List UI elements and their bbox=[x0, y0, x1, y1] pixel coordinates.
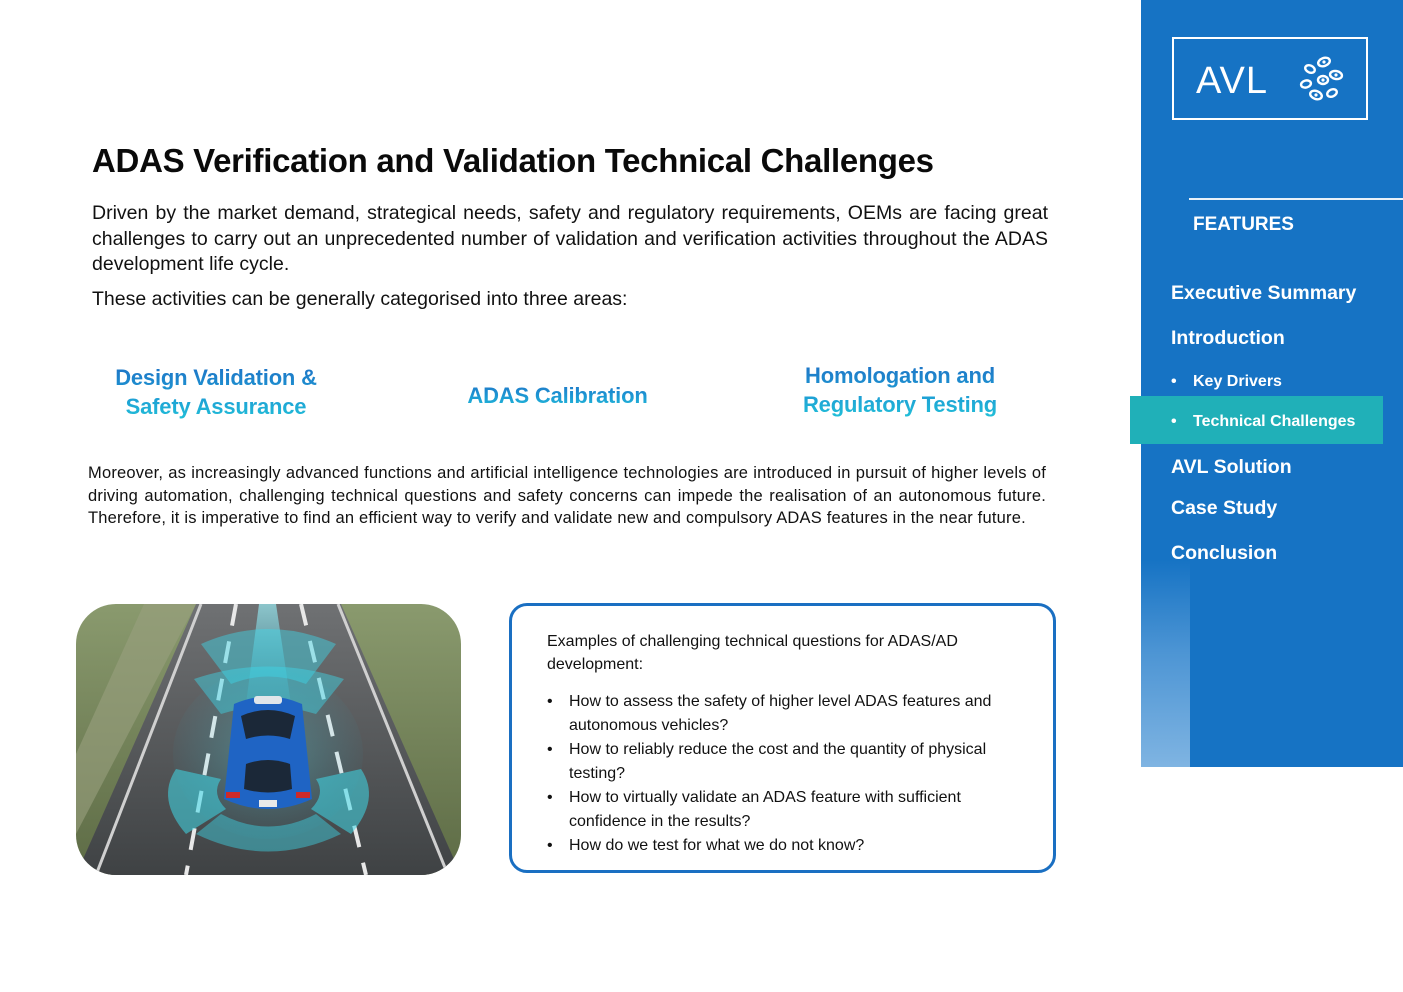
nav-technical-challenges[interactable] bbox=[1171, 413, 1355, 431]
adas-car-image bbox=[76, 604, 461, 875]
sidebar-heading: FEATURES bbox=[1193, 214, 1294, 235]
question-text: How do we test for what we do not know? bbox=[569, 837, 865, 854]
list-item bbox=[547, 690, 1037, 738]
nav-case-study[interactable]: Case Study bbox=[1171, 497, 1278, 519]
nav-executive-summary[interactable]: Executive Summary bbox=[1171, 282, 1357, 304]
avl-logo-mark-icon bbox=[1296, 53, 1348, 109]
question-text: How to reliably reduce the cost and the quantity of physical testing? bbox=[569, 741, 987, 782]
area-design-validation-line1: Design Validation & bbox=[115, 365, 317, 390]
area-homologation-line2: Regulatory Testing bbox=[802, 392, 997, 417]
intro-paragraph: Driven by the market demand, strategical needs, safety and regulatory requirements, OEMs are facing great challenges to carry out an unprecedented number of validation and verification activities throughout the ADAS development life cycle. bbox=[92, 202, 1048, 275]
adas-car-illustration bbox=[76, 604, 461, 875]
area-homologation-line1: Homologation and bbox=[805, 363, 995, 388]
nav-conclusion[interactable]: Conclusion bbox=[1171, 542, 1278, 564]
list-item bbox=[547, 738, 1037, 786]
sidebar-divider bbox=[1189, 198, 1403, 200]
area-design-validation-line2: Safety Assurance bbox=[125, 394, 307, 419]
bullet-icon: • bbox=[547, 837, 553, 854]
bullet-icon: • bbox=[1171, 413, 1177, 430]
area-adas-calibration bbox=[445, 381, 670, 410]
questions-intro: Examples of challenging technical questions for ADAS/AD development: bbox=[547, 633, 958, 673]
nav-introduction[interactable]: Introduction bbox=[1171, 327, 1285, 349]
area-design-validation bbox=[96, 363, 336, 421]
nav-technical-challenges-label: Technical Challenges bbox=[1193, 413, 1356, 430]
list-item bbox=[547, 834, 1037, 858]
question-text: How to virtually validate an ADAS feature with sufficient confidence in the results? bbox=[569, 789, 961, 830]
area-adas-calibration-line1: ADAS Calibration bbox=[467, 383, 648, 408]
body-paragraph: Moreover, as increasingly advanced functions and artificial intelligence technologies are introduced in pursuit of higher levels of driving automation, challenging technical questions and safety concerns can impede the realisation of an autonomous future. Therefore, it is imperative to find an efficient way to verify and validate new and compulsory ADAS features in the near future. bbox=[88, 464, 1046, 527]
bullet-icon: • bbox=[547, 741, 553, 758]
technical-questions-box bbox=[509, 603, 1056, 873]
intro-categories-sentence: These activities can be generally categorised into three areas: bbox=[92, 288, 628, 310]
nav-key-drivers[interactable] bbox=[1171, 373, 1282, 391]
bullet-icon: • bbox=[547, 789, 553, 806]
avl-logo-text: AVL bbox=[1196, 60, 1269, 102]
sidebar-accent-strip bbox=[1141, 560, 1190, 767]
bullet-icon: • bbox=[1171, 373, 1177, 390]
bullet-icon: • bbox=[547, 693, 553, 710]
question-text: How to assess the safety of higher level ADAS features and autonomous vehicles? bbox=[569, 693, 992, 734]
area-homologation bbox=[775, 361, 1025, 419]
nav-avl-solution[interactable]: AVL Solution bbox=[1171, 456, 1292, 478]
avl-logo bbox=[1172, 37, 1368, 120]
page-title: ADAS Verification and Validation Technical Challenges bbox=[92, 142, 934, 179]
nav-key-drivers-label: Key Drivers bbox=[1193, 373, 1282, 390]
list-item bbox=[547, 786, 1037, 834]
questions-list bbox=[547, 690, 1037, 858]
